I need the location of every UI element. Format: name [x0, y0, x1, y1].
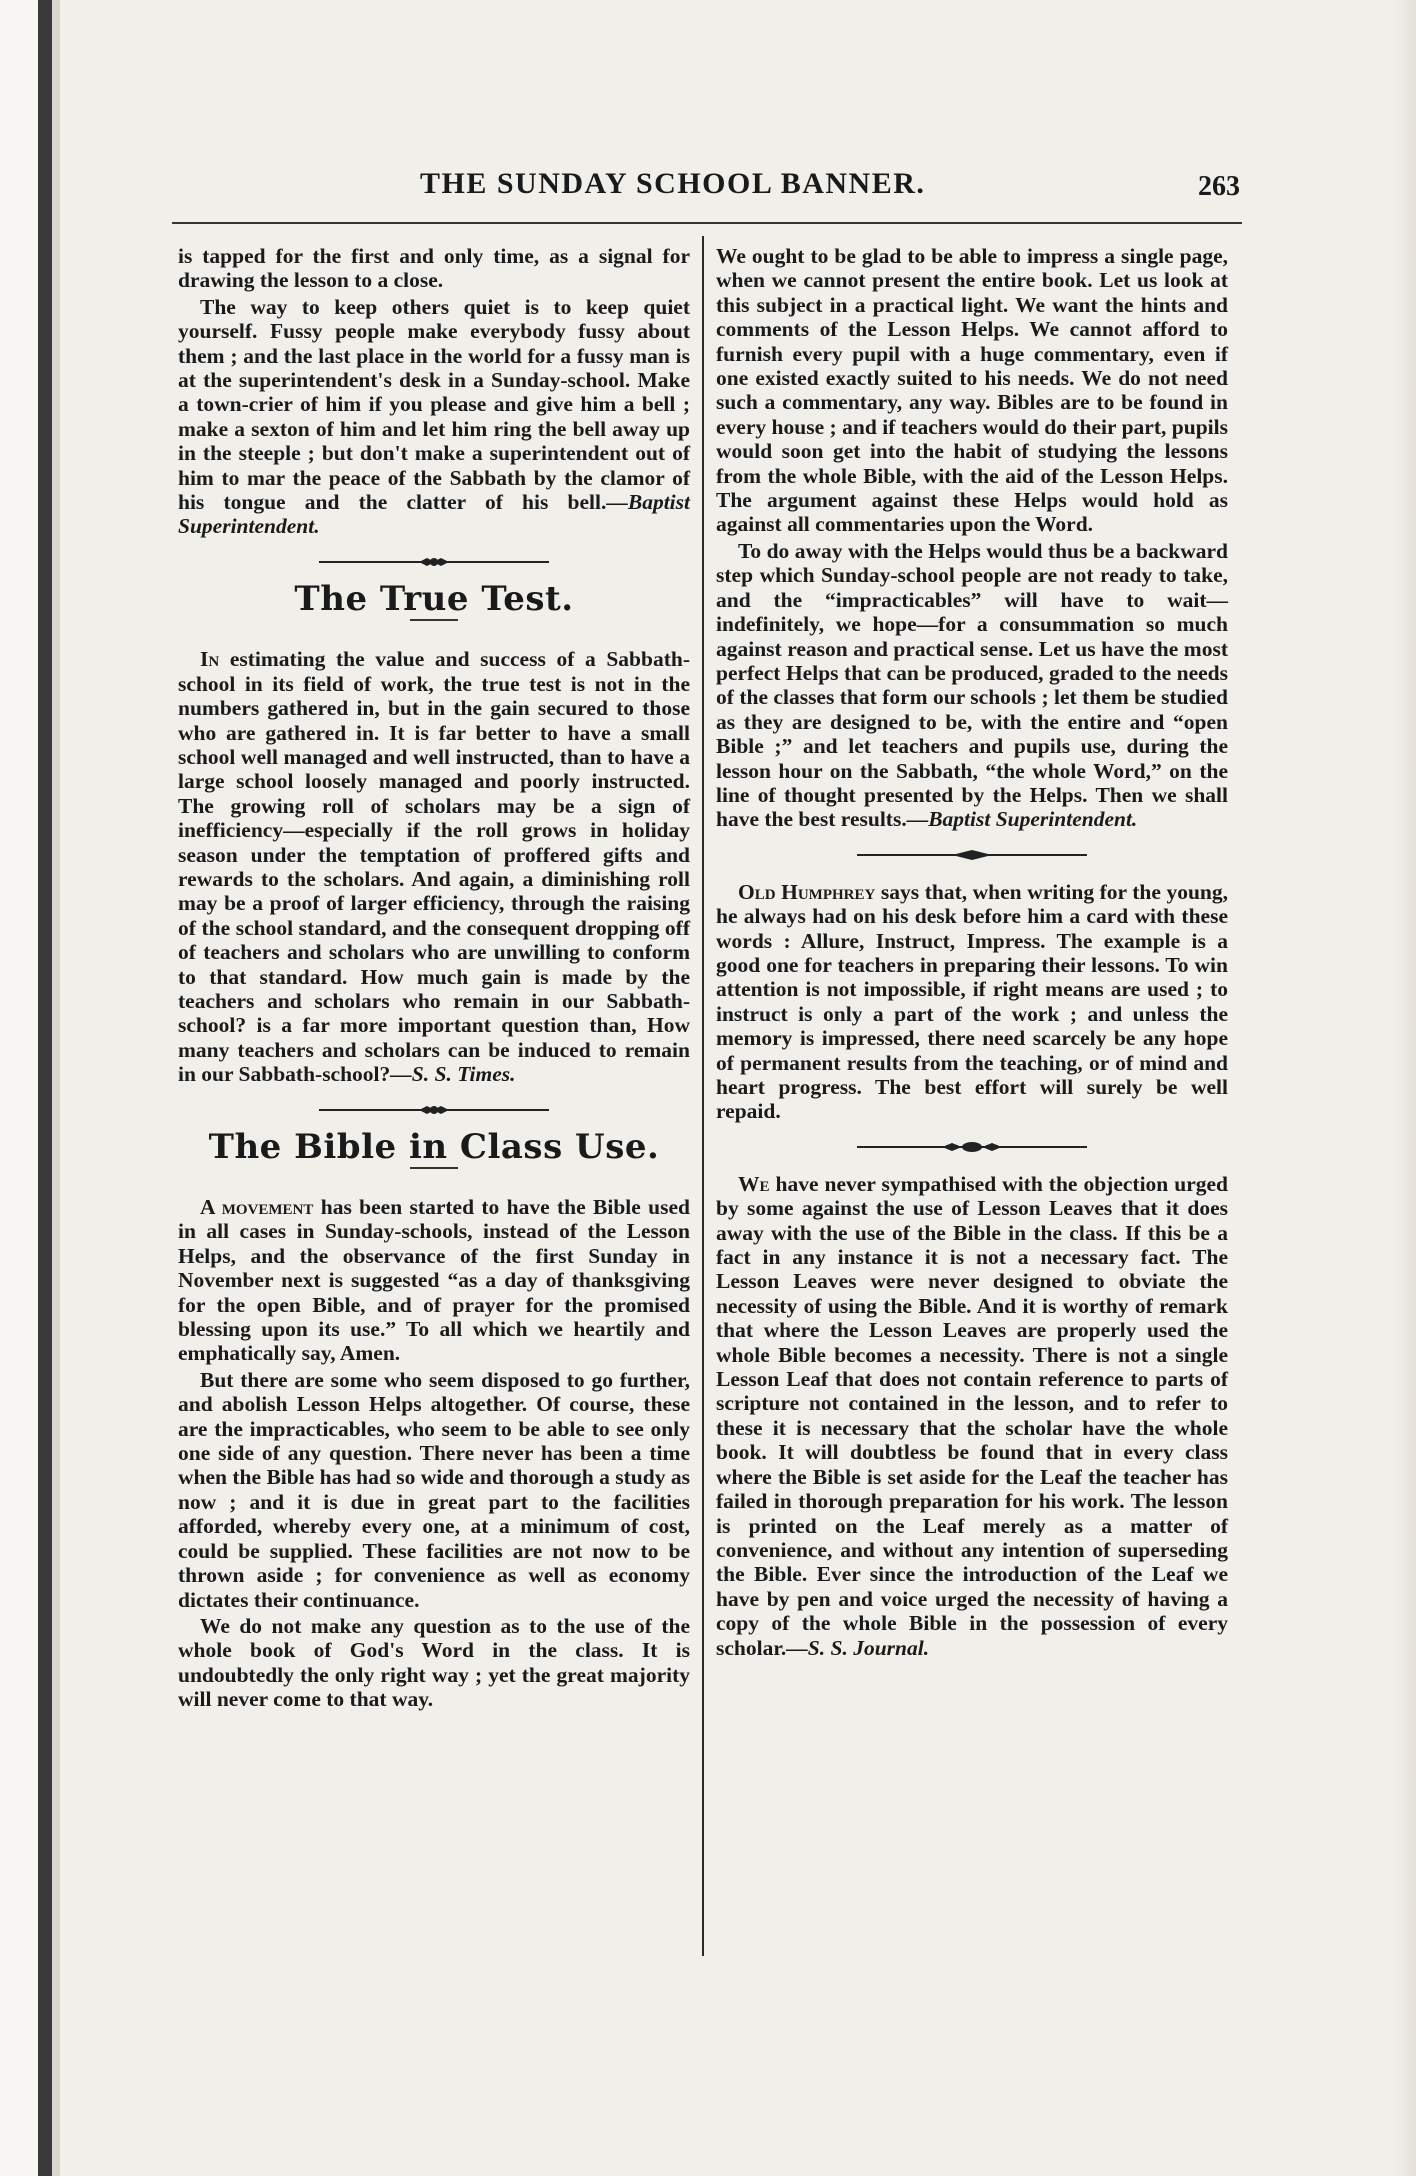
paragraph-text: estimating the value and success of a Sabbath-school in its field of work, the true test is not in the numbers gathered in, but in the gain secured to those who are gathered in. It is far better to have a small school well managed and well instructed, than to have a large school loosely managed and poorly instructed. The growing roll of scholars may be a sign of inefficiency—especially if the roll grows in holiday season under the temptation of proffered gifts and rewards to the scholars. And again, a diminishing roll may be a proof of larger efficiency, through the raising of the school standard, and the consequent dropping off of teachers and scholars who are unwilling to conform to that standard. How much gain is made by the teachers and scholars who remain in our Sabbath-school? is a far more important question than, How many teachers and scholars can be induced to remain in our Sabbath-school?	[178, 647, 690, 1087]
paragraph-text: We ought to be glad to be able to impress a single page, when we cannot present the entire book. Let us look at this subject in a practical light. We want the hints and comments of the Lesson Helps. We cannot afford to furnish every pupil with a huge commentary, even if one existed exactly suited to his needs. We do not need such a commentary, any way. Bibles are to be found in every house ; and if teachers would do their part, pupils would soon get into the habit of studying the lessons from the whole Bible, with the aid of the Lesson Helps. The argument against these Helps would hold as against all commentaries upon the Word.	[716, 244, 1228, 537]
heading-rule	[410, 1167, 458, 1169]
lead-word: Old Humphrey	[738, 879, 876, 904]
paragraph	[716, 244, 1228, 537]
paragraph-text: The way to keep others quiet is to keep quiet yourself. Fussy people make everybody fussy about them ; and the last place in the world for a fussy man is at the superintendent's desk in a Sunday-school. Make a town-crier of him if you please and give him a bell ; make a sexton of him and let him ring the bell away up in the steeple ; but don't make a superintendent out of him to mar the peace of the Sabbath by the clamor of his tongue and the clatter of his bell.	[178, 294, 690, 515]
right-column	[716, 244, 1228, 1662]
lead-word: We	[738, 1171, 770, 1196]
paragraph	[178, 295, 690, 539]
section-heading-bible-in-class-use: The Bible in Class Use.	[208, 1126, 660, 1167]
paragraph	[178, 1614, 690, 1712]
paragraph-text: We do not make any question as to the use of the whole book of God's Word in the class. It is undoubtedly the only right way ; yet the great majority will never come to that way.	[178, 1613, 690, 1712]
page-header	[170, 165, 1240, 215]
paragraph-text: have never sympathised with the objection urged by some against the use of Lesson Leaves that it does away with the use of the Bible in the class. If this be a fact in any instance it is not a necessary fact. The Lesson Leaves were never designed to obviate the necessity of using the Bible. And it is worthy of remark that where the Lesson Leaves are properly used the whole Bible becomes a necessity. There is not a single Lesson Leaf that does not contain reference to parts of scripture not contained in the lesson, and to refer to these it is necessary that the scholar have the whole book. It will doubtless be found that in every class where the Bible is set aside for the Leaf the teacher has failed in thorough preparation for his work. The lesson is printed on the Leaf merely as a matter of convenience, and without any intention of superseding the Bible. Ever since the introduction of the Leaf we have by pen and voice urged the necessity of having a copy of the whole Bible in the possession of every scholar.	[716, 1171, 1229, 1660]
paragraph	[178, 647, 690, 1086]
lead-word: In	[200, 647, 220, 672]
paragraph	[178, 1195, 690, 1366]
paragraph-text: says that, when writing for the young, he always had on his desk before him a card with these words : Allure, Instruct, Impress. The example is a good one for teachers in preparing their lessons. To win attention is not impossible, if right means are used ; to instruct is only a part of the work ; and unless the memory is impressed, there need scarcely be any hope of permanent results from the teaching, or of mind and heart progress. The best effort will surely be well repaid.	[716, 879, 1229, 1124]
paragraph	[716, 1172, 1228, 1660]
column-divider	[702, 236, 704, 1956]
section-heading-true-test: The True Test.	[294, 578, 574, 619]
book-binding-edge	[0, 0, 78, 2176]
paragraph	[716, 880, 1228, 1124]
paragraph-text: But there are some who seem disposed to go further, and abolish Lesson Helps altogether. Of course, these are the impracticables, who seem to be able to see only one side of any question. There never has been a time when the Bible has had so wide and thorough a study as now ; and it is due in great part to the facilities afforded, whereby every one, at a minimum of cost, could be supplied. These facilities are not now to be thrown aside ; for convenience as well as economy dictates their continuance.	[178, 1367, 690, 1612]
paragraph-text: is tapped for the first and only time, as a signal for drawing the lesson to a close.	[178, 244, 690, 293]
lead-word: A movement	[200, 1195, 314, 1219]
source-attribution: —Baptist Superintendent.	[906, 807, 1138, 832]
paragraph-text: To do away with the Helps would thus be a backward step which Sunday-school people are not ready to take, and the “impracticables” will have to wait—indefinitely, we hope—for a consummation so much against reason and practical sense. Let us have the most perfect Helps that can be produced, graded to the needs of the classes that form our schools ; let them be studied as they are designed to be, with the entire and “open Bible ;” and let teachers and pupils use, during the lesson hour on the Sabbath, “the whole Word,” on the line of thought presented by the Helps. Then we shall have the best results.	[716, 538, 1228, 832]
source-attribution: —S. S. Journal.	[786, 1635, 930, 1660]
ornament-divider	[857, 848, 1087, 862]
ornament-divider	[319, 555, 549, 569]
page-edge	[1394, 0, 1416, 2176]
ornament-divider	[857, 1140, 1087, 1154]
running-title: THE SUNDAY SCHOOL BANNER.	[420, 167, 926, 200]
source-attribution: —S. S. Times.	[390, 1062, 516, 1087]
left-column	[178, 244, 690, 1714]
paragraph	[716, 539, 1228, 832]
paragraph	[178, 244, 690, 293]
ornament-divider	[319, 1103, 549, 1117]
source-attribution: —Baptist Superintendent.	[178, 490, 690, 539]
header-rule	[172, 222, 1242, 224]
paragraph-text: has been started to have the Bible used in all cases in Sunday-schools, instead of the Lesson Helps, and the observance of the first Sunday in November next is suggested “as a day of thanksgiving for the open Bible, and of prayer for the promised blessing upon its use.” To all which we heartily and emphatically say, Amen.	[178, 1195, 691, 1366]
paragraph	[178, 1368, 690, 1612]
page-number: 263	[1198, 171, 1240, 202]
heading-rule	[410, 619, 458, 621]
